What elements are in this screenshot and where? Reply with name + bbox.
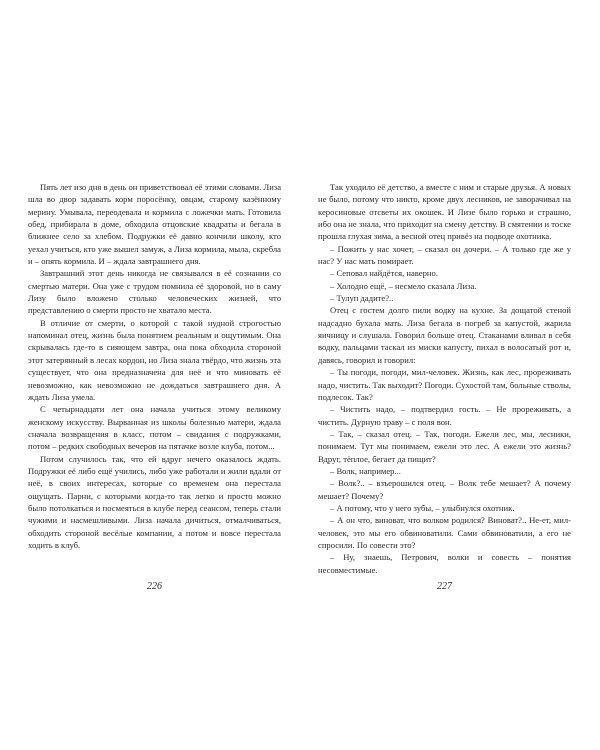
paragraph: – Тулуп дадите?.. [330,293,394,304]
right-page [318,181,571,592]
paragraph: – Чистить надо, – подтвердил гость. – Не прореживать, а чистить. Дурную траву – с поля вон. [318,404,571,427]
paragraph: Так уходило её детство, а вместе с ним и старые друзья. А новых не было, потому что никто, кроме двух лесников, не заворачивал на керосиновые отсветы их окошек. И Лизе было горько и страшно, ибо она не знала, что приходит на смену детству. В смятении и тоске прошла глухая зима, а весной отец привёз на подводе охотника. [318,182,571,242]
paragraph: С четырнадцати лет она начала учиться этому великому женскому искусству. Вырванная из школы болезнью матери, ждала сначала возвращения в класс, потом – свидания с подружками, потом – редких свободных вечеров на пятачке возле клуба, потом... [28,404,281,452]
paragraph: – Ты погоди, погоди, мил-человек. Жизнь, как лес, прореживать надо, чистить. Так выходит? Погоди. Сухостой там, больные стволы, подлесок. Так? [318,367,571,402]
paragraph: Пять лет изо дня в день он приветствовал её этими словами. Лиза шла во двор задавать корм поросёнку, овцам, старому казённому мерину. Умывала, переодевала и кормила с ложечки мать. Готовила обед, прибирала в доме, обходила отцовские квадраты и бегала в ближнее село за хлебом. Подружки её давно кончили школу, кто уехал учиться, кто уже вышел замуж, а Лиза кормила, мыла, скребла и – опять кормила. И – ждала завтрашнего дня. [28,182,282,267]
page-number: 227 [437,581,452,592]
paragraph: – Холодно ещё, – несмело сказала Лиза. [330,280,477,291]
paragraph: Завтрашний этот день никогда не связывался в её сознании со смертью матери. Она уже с трудом помнила её здоровой, но в саму Лизу было вложено столько человеческих жизней, что представлению о смерти просто не хватало места. [28,268,281,316]
paragraph: – Сеповал найдётся, наверно. [330,268,438,279]
paragraph: – Волк?.. – взъерошился отец. – Волк тебе мешает? А почему мешает? Почему? [318,478,571,501]
paragraph: – Волк, например... [330,465,401,476]
paragraph: – Так, – сказал отец. – Так, погоди. Ежели лес, мы, лесники, понимаем. Тут мы понимаем, ежели это лес. А ежели это жизнь? Вдруг, тёплое, бегает да пищит? [318,428,571,464]
left-page [28,181,282,592]
page-number: 226 [147,581,162,592]
paragraph: Потом случилось так, что ей вдруг нечего оказалось ждать. Подружки её либо ещё учились, либо уже работали и жили вдали от неё, в своих интересах, которые со временем она перестала ощущать. Парни, с которыми когда-то так легко и просто можно было потолкаться и посмеяться в клубе перед сеансом, теперь стали чужими и насмешливыми. Лиза начала дичиться, отмалчиваться, обходить стороной весёлые компании, а потом и вовсе перестала ходить в клуб. [28,453,281,550]
paragraph: Отец с гостем долго пили водку на кухне. За дощатой стеной надсадно бухала мать. Лиза бегала в погреб за капустой, жарила яичницу и слушала. Говорил больше отец. Стаканами вливал в себя водку, пальцами таскал из миски капусту, пихал в волосатый рот и, давясь, говорил и говорил: [318,305,571,365]
paragraph: В отличие от смерти, о которой с такой нудной строгостью напоминал отец, жизнь была понятием реальным и ощутимым. Она скрывалась где-то в сияющем завтра, она пока обходила стороной этот затерянный в лесах кордон, но Лиза знала твёрдо, что жизнь эта существует, что она предназначена для неё и что миновать её невозможно, как невозможно не дождаться завтрашнего дня. А ждать Лиза умела. [28,317,281,402]
paragraph: – А потому, что у него зубы, – улыбнулся охотник. [330,502,515,513]
paragraph: – А он что, виноват, что волком родился? Виноват?.. Не-ет, мил-человек, это мы его обвиноватили. Сами обвиноватили, а его не спросили. По совести это? [318,515,571,550]
paragraph: – Ну, знаешь, Петрович, волки и совесть – понятия несовместимые. [318,552,571,575]
paragraph: – Пожить у нас хочет, – сказал он дочери. – А только где же у нас? У нас мать помирает. [318,243,571,267]
